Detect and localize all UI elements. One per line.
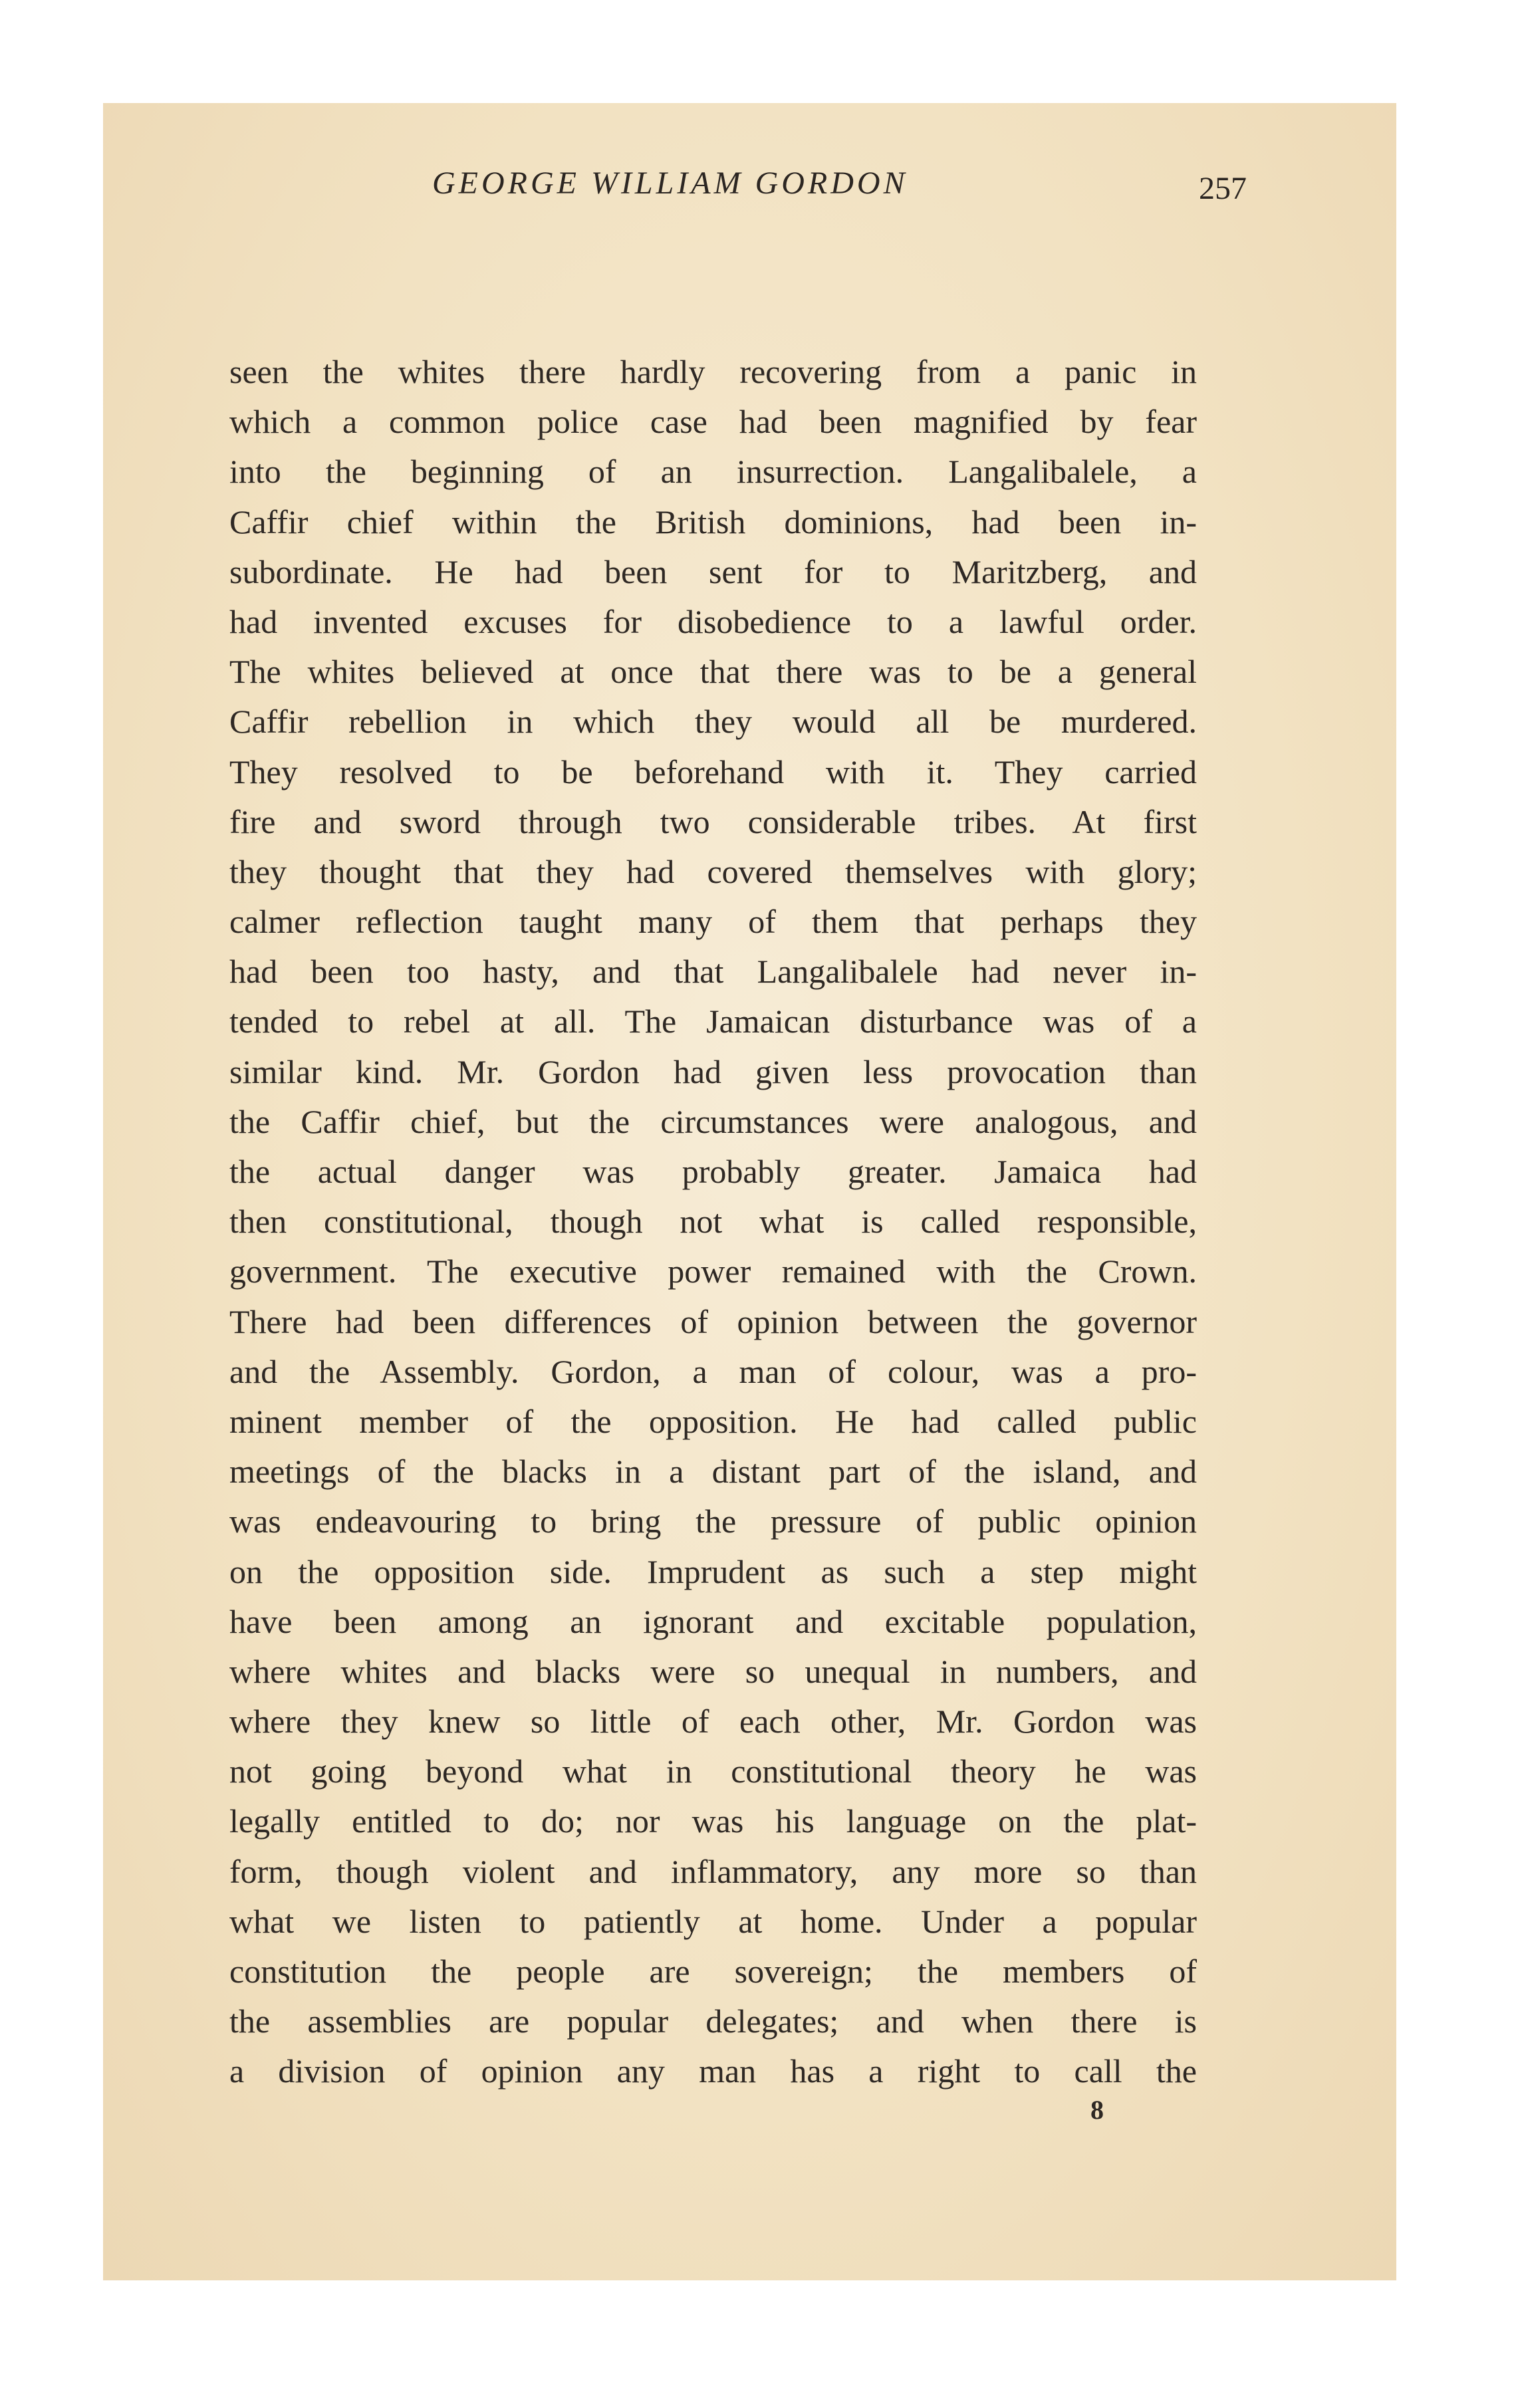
text-line: fire and sword through two considerable tribes. At first	[229, 802, 1197, 840]
text-line: constitution the people are sovereign; the members of	[229, 1953, 1197, 1990]
text-line: There had been differences of opinion between the governor	[229, 1302, 1197, 1340]
text-line: had been too hasty, and that Langalibalele had never in-	[229, 953, 1197, 991]
text-line: Caffir chief within the British dominions, had been in-	[229, 503, 1197, 541]
text-line: similar kind. Mr. Gordon had given less provocation than	[229, 1052, 1197, 1090]
text-line: on the opposition side. Imprudent as such a step might	[229, 1552, 1197, 1590]
text-line: had invented excuses for disobedience to a lawful order.	[229, 602, 1197, 640]
text-line: Caffir rebellion in which they would all be murdered.	[229, 703, 1197, 741]
text-line: which a common police case had been magnified by fear	[229, 403, 1197, 441]
signature-mark: 8	[1090, 2095, 1104, 2125]
text-line: the Caffir chief, but the circumstances were analogous, and	[229, 1102, 1197, 1140]
text-line: calmer reflection taught many of them that perhaps they	[229, 903, 1197, 941]
text-line: subordinate. He had been sent for to Maritzberg, and	[229, 552, 1197, 590]
text-line: minent member of the opposition. He had called public	[229, 1402, 1197, 1440]
text-line: the actual danger was probably greater. Jamaica had	[229, 1153, 1197, 1190]
text-line: They resolved to be beforehand with it. They carried	[229, 753, 1197, 790]
text-line: what we listen to patiently at home. Under a popular	[229, 1902, 1197, 1940]
text-line: not going beyond what in constitutional theory he was	[229, 1752, 1197, 1790]
text-line: where whites and blacks were so unequal in numbers, and	[229, 1652, 1197, 1690]
running-head	[329, 165, 1313, 225]
text-line: form, though violent and inflammatory, any more so than	[229, 1852, 1197, 1890]
text-line: then constitutional, though not what is called responsible,	[229, 1203, 1197, 1241]
text-line: tended to rebel at all. The Jamaican disturbance was of a	[229, 1003, 1197, 1040]
body-text	[229, 347, 1197, 2097]
text-line: they thought that they had covered themselves with glory;	[229, 852, 1197, 890]
page-number: 257	[1199, 171, 1247, 206]
text-line: where they knew so little of each other, Mr. Gordon was	[229, 1703, 1197, 1741]
text-line: seen the whites there hardly recovering from a panic in	[229, 353, 1197, 390]
text-line: into the beginning of an insurrection. Langalibalele, a	[229, 453, 1197, 491]
text-line: legally entitled to do; nor was his language on the plat-	[229, 1802, 1197, 1840]
text-line: government. The executive power remained with the Crown.	[229, 1253, 1197, 1290]
text-line: the assemblies are popular delegates; and when there is	[229, 2002, 1197, 2040]
text-line: meetings of the blacks in a distant part of the island, and	[229, 1453, 1197, 1491]
text-line: was endeavouring to bring the pressure of public opinion	[229, 1503, 1197, 1540]
text-line: a division of opinion any man has a right to call the	[229, 2052, 1197, 2090]
text-line: have been among an ignorant and excitable population,	[229, 1602, 1197, 1640]
text-line: The whites believed at once that there was to be a general	[229, 653, 1197, 691]
running-head-title: GEORGE WILLIAM GORDON	[432, 166, 908, 201]
text-line: and the Assembly. Gordon, a man of colour, was a pro-	[229, 1352, 1197, 1390]
